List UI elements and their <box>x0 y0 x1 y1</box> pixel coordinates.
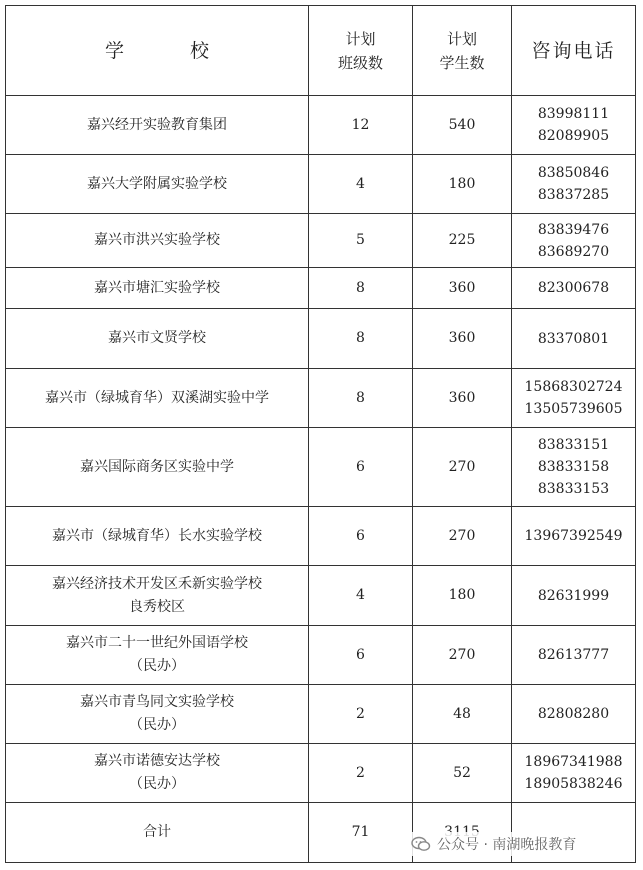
school-name-cell <box>6 309 309 369</box>
header-students-line1: 计划 <box>446 29 477 48</box>
phone-number: 83998111 <box>537 106 610 122</box>
header-students-line2: 学生数 <box>439 53 485 72</box>
school-name-cell <box>6 155 309 214</box>
school-name-line: （民办） <box>129 776 185 792</box>
school-name-line: 嘉兴市诺德安达学校 <box>94 753 220 769</box>
phone-cell <box>512 369 636 428</box>
phone-number: 13505739605 <box>524 401 623 417</box>
classes-cell: 5 <box>309 214 413 268</box>
classes-cell: 4 <box>309 566 413 626</box>
watermark-text: 公众号 · 南湖晚报教育 <box>437 837 577 853</box>
phone-number: 83689270 <box>537 243 610 260</box>
table-row <box>6 507 636 566</box>
table-row <box>6 685 636 744</box>
students-cell: 360 <box>413 309 512 369</box>
table-row <box>6 626 636 685</box>
school-enrollment-table <box>5 5 636 863</box>
phone-number: 82631999 <box>537 587 610 604</box>
phone-number: 83833151 <box>537 437 610 453</box>
header-classes-line1: 计划 <box>345 29 376 48</box>
phone-number: 18905838246 <box>524 776 623 792</box>
table-row <box>6 428 636 507</box>
phone-cell <box>512 155 636 214</box>
school-name-cell: 合计 <box>6 803 309 863</box>
students-cell: 180 <box>413 155 512 214</box>
school-name-line: 嘉兴市塘汇实验学校 <box>94 279 220 296</box>
students-cell: 48 <box>413 685 512 744</box>
school-name-line: （民办） <box>129 658 185 674</box>
table-row <box>6 155 636 214</box>
phone-cell <box>512 685 636 744</box>
table-row <box>6 566 636 626</box>
watermark <box>407 832 580 856</box>
school-name-line: （民办） <box>129 717 185 733</box>
phone-number: 15868302724 <box>524 379 623 395</box>
school-name-cell <box>6 507 309 566</box>
school-name-line: 嘉兴经开实验教育集团 <box>87 116 227 133</box>
phone-cell <box>512 428 636 507</box>
students-cell: 52 <box>413 744 512 803</box>
classes-cell: 12 <box>309 96 413 155</box>
school-name-line: 嘉兴市洪兴实验学校 <box>94 232 220 248</box>
table-row <box>6 268 636 309</box>
school-name-cell <box>6 428 309 507</box>
classes-cell: 2 <box>309 744 413 803</box>
school-name-cell <box>6 566 309 626</box>
classes-cell: 8 <box>309 268 413 309</box>
table-header-row <box>6 6 636 96</box>
school-name-cell <box>6 96 309 155</box>
school-name-cell <box>6 744 309 803</box>
phone-number: 82089905 <box>537 128 610 144</box>
classes-cell: 6 <box>309 428 413 507</box>
table-row <box>6 309 636 369</box>
phone-cell <box>512 309 636 369</box>
students-cell: 180 <box>413 566 512 626</box>
phone-number: 82300678 <box>537 280 610 296</box>
school-name-line: 嘉兴市文贤学校 <box>108 330 206 346</box>
phone-cell <box>512 268 636 309</box>
classes-cell: 8 <box>309 369 413 428</box>
classes-cell: 2 <box>309 685 413 744</box>
students-cell: 270 <box>413 428 512 507</box>
school-name-cell <box>6 626 309 685</box>
phone-number: 83833158 <box>537 459 610 475</box>
phone-cell <box>512 744 636 803</box>
students-cell: 270 <box>413 626 512 685</box>
table-row <box>6 96 636 155</box>
students-cell: 540 <box>413 96 512 155</box>
table-body <box>6 96 636 863</box>
students-cell: 270 <box>413 507 512 566</box>
header-students <box>413 6 512 96</box>
header-classes <box>309 6 413 96</box>
table-row <box>6 744 636 803</box>
phone-number: 83837285 <box>537 187 610 203</box>
table-row <box>6 369 636 428</box>
phone-number: 18967341988 <box>524 754 623 770</box>
phone-number: 83833153 <box>537 481 610 497</box>
phone-cell <box>512 626 636 685</box>
phone-number: 82808280 <box>537 706 610 722</box>
students-cell: 225 <box>413 214 512 268</box>
wechat-icon <box>411 836 431 852</box>
header-phone: 咨询电话 <box>512 6 636 96</box>
phone-number: 83850846 <box>537 165 610 181</box>
classes-cell: 6 <box>309 507 413 566</box>
classes-cell: 4 <box>309 155 413 214</box>
school-name-line: 嘉兴国际商务区实验中学 <box>80 458 234 475</box>
phone-number: 83370801 <box>537 330 610 347</box>
table-row <box>6 214 636 268</box>
phone-cell <box>512 566 636 626</box>
header-classes-line2: 班级数 <box>337 53 383 72</box>
phone-cell <box>512 96 636 155</box>
classes-cell: 8 <box>309 309 413 369</box>
school-name-line: 嘉兴市二十一世纪外国语学校 <box>66 635 248 651</box>
school-name-cell <box>6 214 309 268</box>
phone-cell <box>512 214 636 268</box>
phone-cell <box>512 507 636 566</box>
phone-number: 13967392549 <box>524 528 623 544</box>
header-school: 学 校 <box>6 6 309 96</box>
school-name-line: 良秀校区 <box>129 598 185 615</box>
school-name-cell <box>6 268 309 309</box>
students-cell: 360 <box>413 369 512 428</box>
school-name-cell <box>6 685 309 744</box>
phone-number: 82613777 <box>537 647 610 663</box>
classes-cell: 71 <box>309 803 413 863</box>
school-name-line: 嘉兴大学附属实验学校 <box>87 175 227 192</box>
phone-number: 83839476 <box>537 221 610 238</box>
school-name-cell <box>6 369 309 428</box>
classes-cell: 6 <box>309 626 413 685</box>
school-name-line: 嘉兴市（绿城育华）双溪湖实验中学 <box>45 389 269 406</box>
school-name-line: 嘉兴市（绿城育华）长水实验学校 <box>52 527 262 544</box>
school-name-line: 嘉兴市青鸟同文实验学校 <box>80 694 234 710</box>
students-cell: 360 <box>413 268 512 309</box>
school-name-line: 嘉兴经济技术开发区禾新实验学校 <box>52 575 262 592</box>
